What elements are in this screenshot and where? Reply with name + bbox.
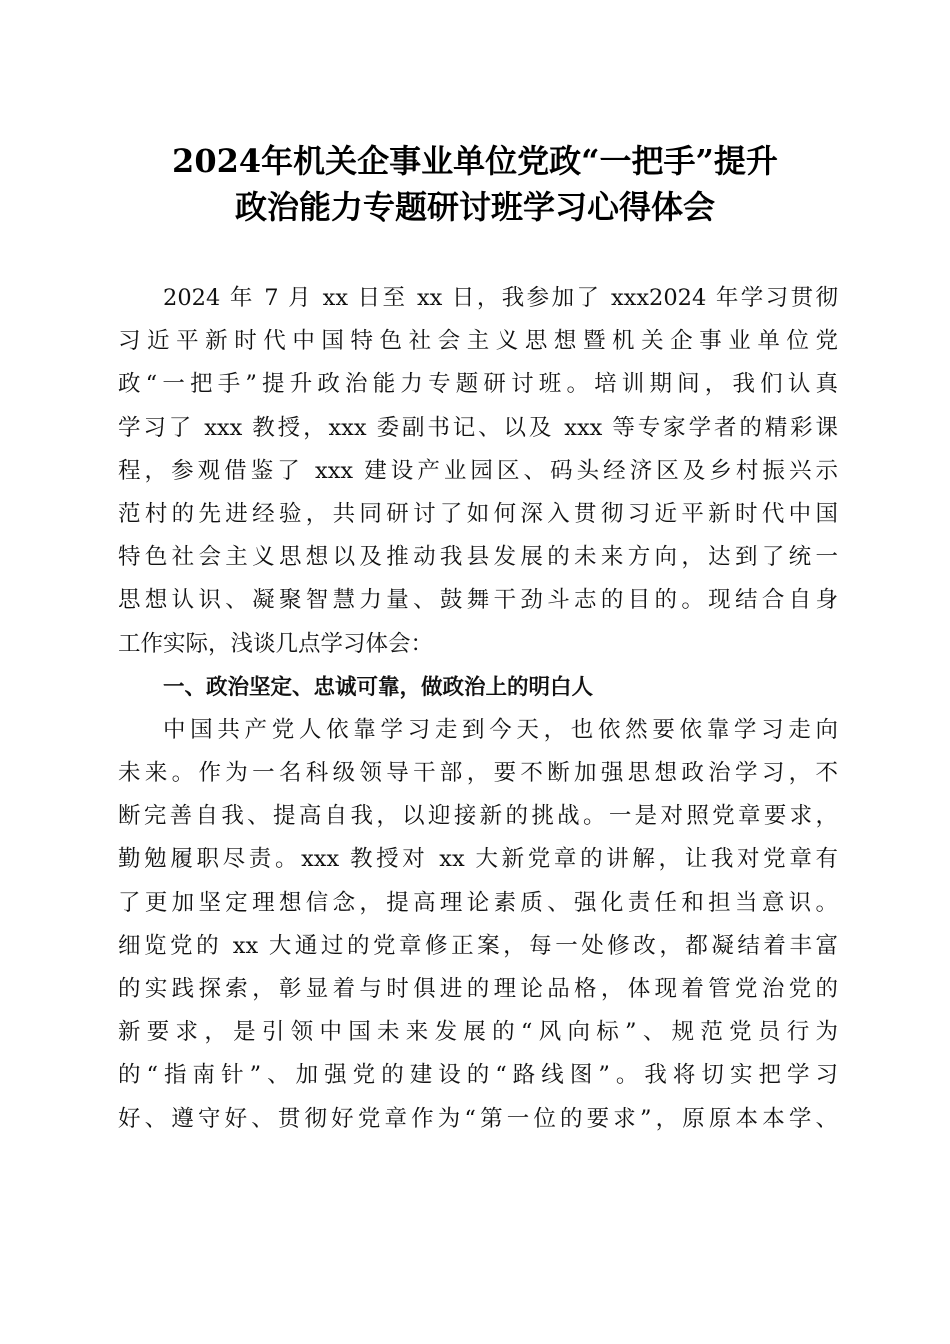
paragraph-1-line: 范村的先进经验，共同研讨了如何深入贯彻习近平新时代中国	[118, 500, 838, 527]
paragraph-2-line: 的实践探索，彰显着与时俱进的理论品格，体现着管党治党的	[118, 976, 838, 1002]
paragraph-1-line: 习近平新时代中国特色社会主义思想暨机关企事业单位党	[118, 328, 838, 355]
section-heading-1: 一、政治坚定、忠诚可靠，做政治上的明白人	[163, 674, 594, 700]
paragraph-2-line: 的“指南针”、加强党的建设的“路线图”。我将切实把学习	[118, 1062, 838, 1089]
paragraph-2-line: 勤勉履职尽责。xxx 教授对 xx 大新党章的讲解，让我对党章有	[118, 846, 838, 873]
paragraph-1-line: 学习了 xxx 教授，xxx 委副书记、以及 xxx 等专家学者的精彩课	[118, 414, 838, 441]
paragraph-1-line: 2024 年 7 月 xx 日至 xx 日，我参加了 xxx2024 年学习贯彻	[163, 285, 838, 311]
paragraph-1-line: 工作实际，浅谈几点学习体会：	[118, 630, 434, 657]
paragraph-1-line: 特色社会主义思想以及推动我县发展的未来方向，达到了统一	[118, 544, 838, 571]
paragraph-2-line: 细览党的 xx 大通过的党章修正案，每一处修改，都凝结着丰富	[118, 932, 838, 959]
paragraph-2-line: 了更加坚定理想信念，提高理论素质、强化责任和担当意识。	[118, 889, 838, 916]
paragraph-2-line: 中国共产党人依靠学习走到今天，也依然要依靠学习走向	[163, 716, 838, 743]
document-title	[100, 138, 850, 230]
title-line-1: 2024年机关企事业单位党政“一把手”提升	[172, 142, 778, 180]
paragraph-1-line: 思想认识、凝聚智慧力量、鼓舞干劲斗志的目的。现结合自身	[118, 587, 838, 614]
paragraph-2-line: 未来。作为一名科级领导干部，要不断加强思想政治学习，不	[118, 760, 838, 787]
paragraph-2-line: 新要求，是引领中国未来发展的“风向标”、规范党员行为	[118, 1019, 838, 1046]
title-line-2: 政治能力专题研讨班学习心得体会	[234, 188, 715, 226]
paragraph-1-line: 程，参观借鉴了 xxx 建设产业园区、码头经济区及乡村振兴示	[118, 457, 838, 484]
paragraph-2-line: 断完善自我、提高自我，以迎接新的挑战。一是对照党章要求，	[118, 803, 838, 830]
document-body	[118, 277, 838, 1141]
paragraph-1-line: 政“一把手”提升政治能力专题研讨班。培训期间，我们认真	[118, 371, 838, 398]
paragraph-2-line: 好、遵守好、贯彻好党章作为“第一位的要求”，原原本本学、	[118, 1105, 838, 1132]
